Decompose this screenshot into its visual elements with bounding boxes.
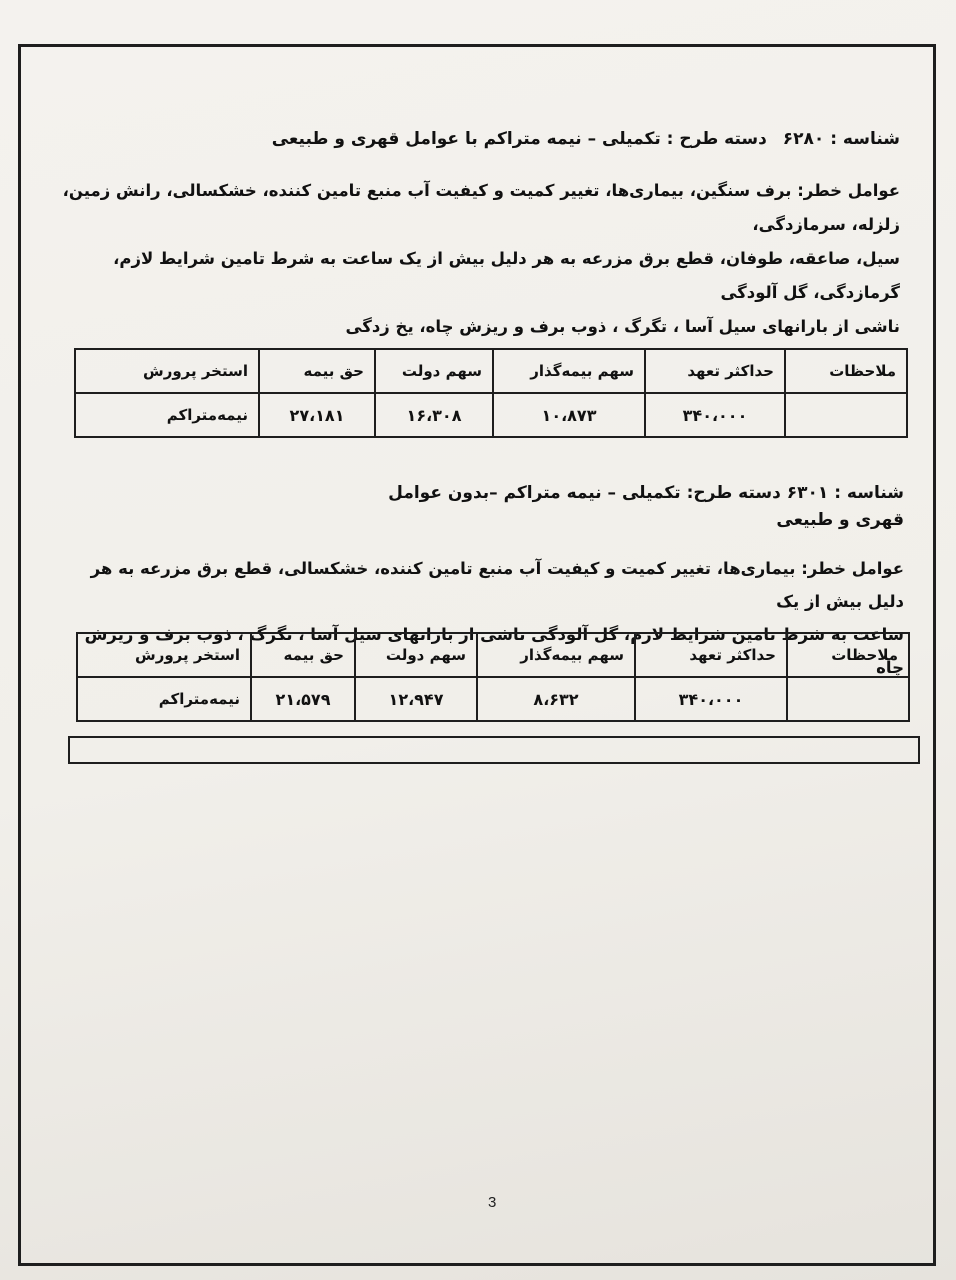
table-row (75, 393, 907, 437)
table-header-row (77, 633, 909, 677)
cell-max-commitment: ۳۴۰،۰۰۰ (635, 677, 787, 721)
cell-premium: ۲۷،۱۸۱ (259, 393, 375, 437)
cell-remarks (787, 677, 909, 721)
section2-risks-line1: عوامل خطر: بیماری‌ها، تغییر کمیت و کیفیت آب منبع تامین کننده، خشکسالی، قطع برق مزرعه به هر دلیل بیش از یک (90, 559, 904, 611)
cell-insured-share: ۱۰،۸۷۳ (493, 393, 645, 437)
cell-remarks (785, 393, 907, 437)
header-remarks: ملاحظات (787, 633, 909, 677)
section1-title: دسته طرح : تکمیلی – نیمه متراکم با عوامل قهری و طبیعی (271, 129, 767, 149)
cell-breeding-pond: نیمه‌متراکم (75, 393, 259, 437)
section2-table (76, 632, 910, 722)
page-number: 3 (488, 1194, 497, 1211)
header-insured-share: سهم بیمه‌گذار (477, 633, 635, 677)
cell-government-share: ۱۶،۳۰۸ (375, 393, 493, 437)
section1-risks-line1: عوامل خطر: برف سنگین، بیماری‌ها، تغییر کمیت و کیفیت آب منبع تامین کننده، خشکسالی، رانش زمین، زلزله، سرمازدگی، (62, 181, 900, 234)
cell-government-share: ۱۲،۹۴۷ (355, 677, 477, 721)
empty-table-strip (68, 736, 920, 764)
header-premium: حق بیمه (251, 633, 355, 677)
cell-breeding-pond: نیمه‌متراکم (77, 677, 251, 721)
section2-risks-line2: ساعت به شرط تامین شرایط لازم، گل آلودگی ناشی از بارانهای سیل آسا ، تگرگ ، ذوب برف و ریزش چاه (84, 625, 904, 677)
header-max-commitment: حداکثر تعهد (635, 633, 787, 677)
header-max-commitment: حداکثر تعهد (645, 349, 785, 393)
section2-heading (64, 480, 904, 534)
header-insured-share: سهم بیمه‌گذار (493, 349, 645, 393)
cell-premium: ۲۱،۵۷۹ (251, 677, 355, 721)
cell-insured-share: ۸،۶۳۲ (477, 677, 635, 721)
header-breeding-pond: استخر پرورش (77, 633, 251, 677)
section1-id: شناسه : ۶۲۸۰ (782, 129, 900, 149)
table-header-row (75, 349, 907, 393)
header-government-share: سهم دولت (355, 633, 477, 677)
header-remarks: ملاحظات (785, 349, 907, 393)
section2-title: شناسه : ۶۳۰۱ دسته طرح: تکمیلی – نیمه متراکم –بدون عوامل قهری و طبیعی (388, 483, 904, 530)
header-premium: حق بیمه (259, 349, 375, 393)
section1-risks-line2: سیل، صاعقه، طوفان، قطع برق مزرعه به هر دلیل بیش از یک ساعت به شرط تامین شرایط لازم، گرمازدگی، گل آلودگی (113, 249, 900, 302)
section1-risks (60, 174, 900, 344)
section1-heading (60, 126, 900, 153)
header-government-share: سهم دولت (375, 349, 493, 393)
section1-risks-line3: ناشی از بارانهای سیل آسا ، تگرگ ، ذوب برف و ریزش چاه، یخ زدگی (345, 317, 900, 336)
section1-table (74, 348, 908, 438)
table-row (77, 677, 909, 721)
header-breeding-pond: استخر پرورش (75, 349, 259, 393)
cell-max-commitment: ۳۴۰،۰۰۰ (645, 393, 785, 437)
